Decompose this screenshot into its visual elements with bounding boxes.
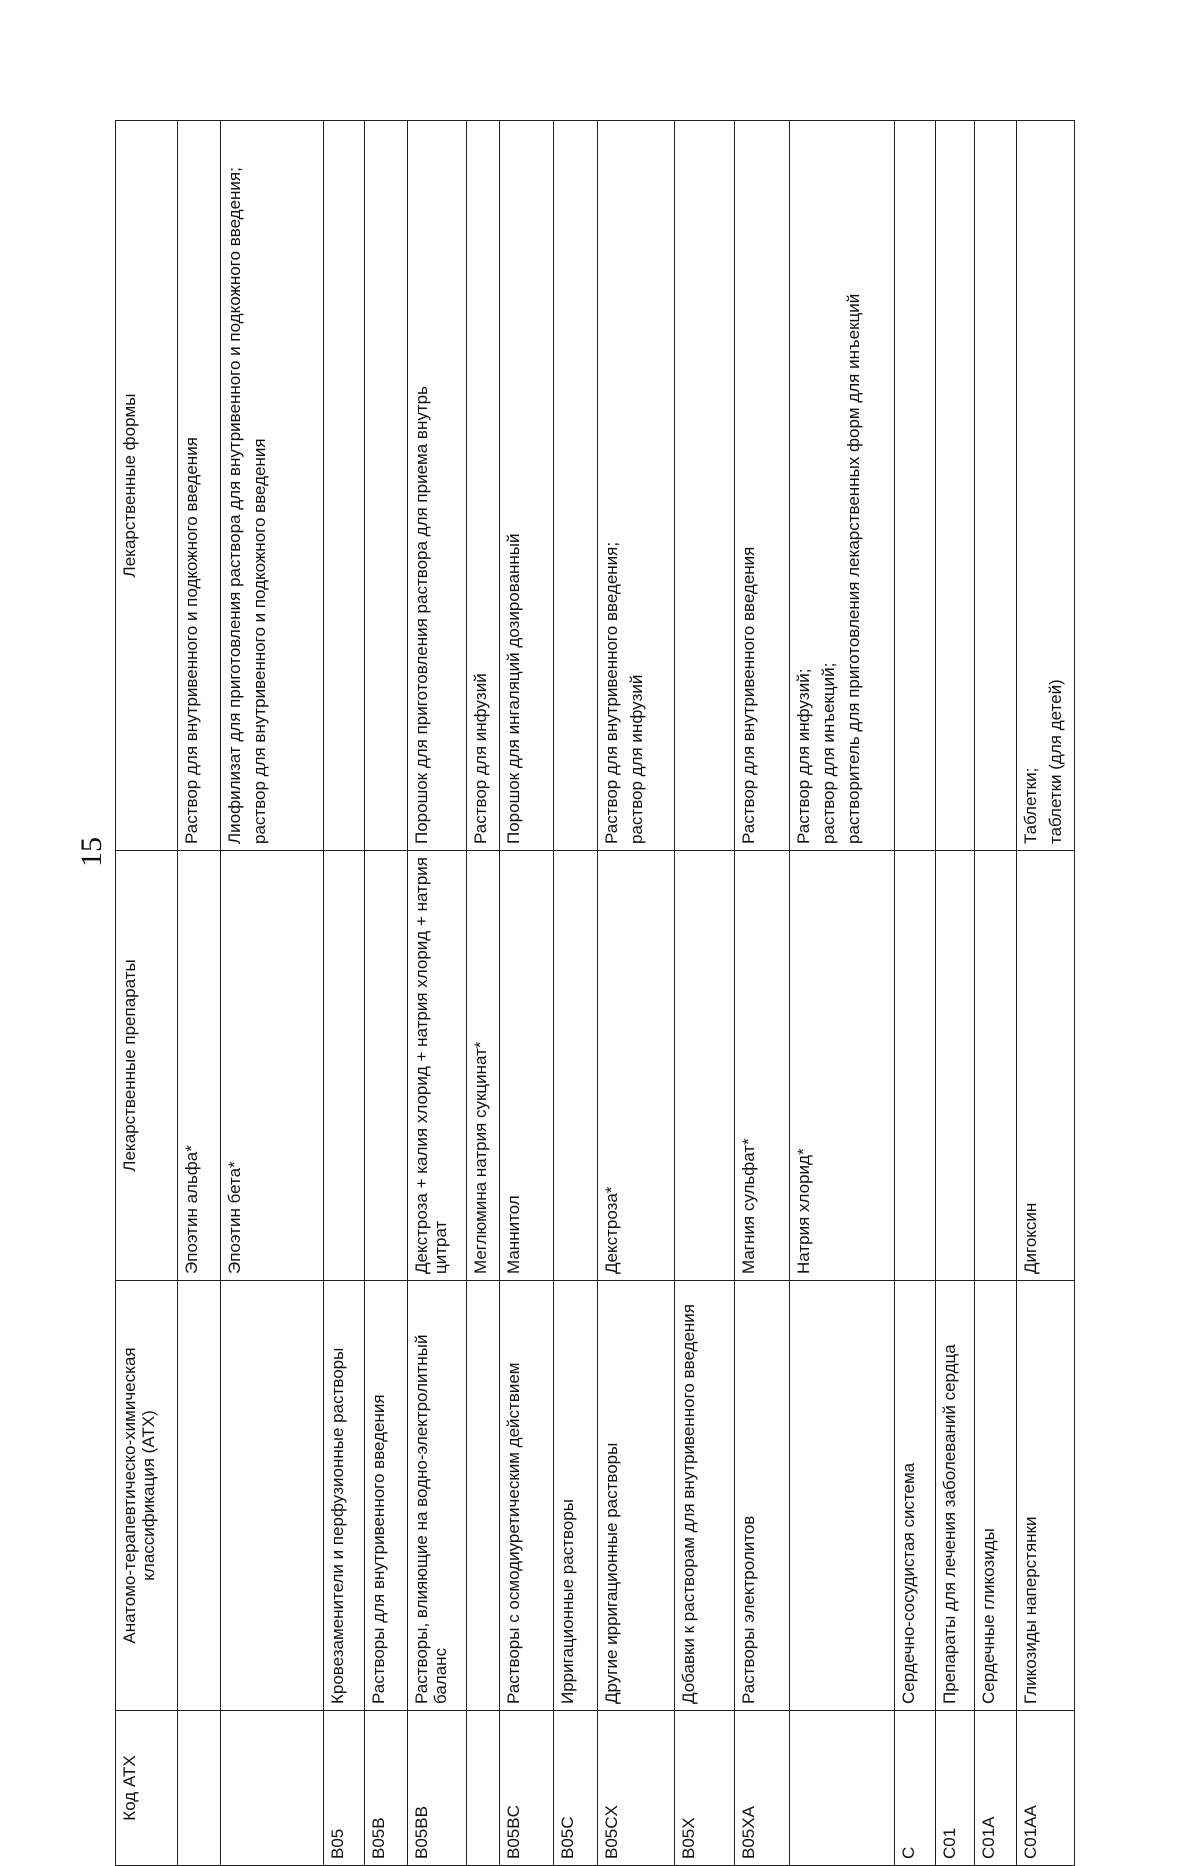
atc-code-cell: B05BB: [407, 1711, 466, 1866]
dosage-form-line: Раствор для внутривенного и подкожного введения: [182, 437, 201, 844]
classification-cell: Растворы электролитов: [735, 1281, 790, 1711]
dosage-form-line: Раствор для инфузий;: [794, 668, 814, 844]
drug-name-cell: Эпоэтин бета*: [220, 851, 323, 1281]
table-row: [735, 121, 790, 1866]
dosage-forms-cell: [1016, 121, 1074, 851]
table-row: [894, 121, 936, 1866]
drug-name-cell: [324, 851, 365, 1281]
drug-name-cell: Эпоэтин альфа*: [178, 851, 221, 1281]
dosage-form-line: Таблетки;: [1020, 767, 1040, 844]
table-row: [1016, 121, 1074, 1866]
table-row: [674, 121, 734, 1866]
dosage-form-line: раствор для внутривенного и подкожного введения: [249, 438, 269, 844]
atc-code-cell: B05XA: [735, 1711, 790, 1866]
dosage-form-line: Порошок для ингаляций дозированный: [504, 533, 523, 844]
classification-cell: Растворы с осмодиуретическим действием: [500, 1281, 554, 1711]
classification-cell: Сердечные гликозиды: [974, 1281, 1016, 1711]
dosage-form-line: растворитель для приготовления лекарственных форм для инъекций: [844, 293, 864, 844]
classification-cell: Другие ирригационные растворы: [597, 1281, 674, 1711]
page-number: 15: [75, 837, 108, 867]
drug-name-cell: [553, 851, 597, 1281]
dosage-forms-cell: [597, 121, 674, 851]
table-row: [407, 121, 466, 1866]
dosage-forms-cell: [974, 121, 1016, 851]
dosage-form-line: Раствор для внутривенного введения: [739, 546, 759, 844]
atc-code-cell: B05C: [553, 1711, 597, 1866]
classification-cell: Препараты для лечения заболеваний сердца: [936, 1281, 974, 1711]
classification-cell: Сердечно-сосудистая система: [894, 1281, 936, 1711]
classification-cell: [467, 1281, 500, 1711]
atc-code-cell: [178, 1711, 221, 1866]
table-row: [220, 121, 323, 1866]
classification-cell: Добавки к растворам для внутривенного введения: [674, 1281, 734, 1711]
drug-name-cell: [974, 851, 1016, 1281]
dosage-forms-cell: [553, 121, 597, 851]
atc-code-cell: [467, 1711, 500, 1866]
rotated-table-container: [115, 121, 1075, 1866]
dosage-forms-cell: [364, 121, 407, 851]
dosage-forms-cell: [894, 121, 936, 851]
header-classification: Анатомо-терапевтическо-химическая классификация (АТХ): [116, 1281, 178, 1711]
atc-code-cell: B05B: [364, 1711, 407, 1866]
drug-name-cell: Меглюмина натрия сукцинат*: [467, 851, 500, 1281]
dosage-forms-cell: [178, 121, 221, 851]
header-forms: Лекарственные формы: [116, 121, 178, 851]
atc-code-cell: C01AA: [1016, 1711, 1074, 1866]
classification-cell: Растворы, влияющие на водно-электролитный баланс: [407, 1281, 466, 1711]
dosage-form-line: Порошок для приготовления раствора для приема внутрь: [411, 386, 431, 844]
classification-cell: Гликозиды наперстянки: [1016, 1281, 1074, 1711]
dosage-form-line: таблетки (для детей): [1045, 679, 1065, 844]
table-row: [974, 121, 1016, 1866]
classification-cell: [178, 1281, 221, 1711]
dosage-forms-cell: [936, 121, 974, 851]
table-header-row: [116, 121, 178, 1866]
dosage-form-line: Лиофилизат для приготовления раствора для внутривенного и подкожного введения;: [224, 167, 244, 844]
header-code: Код АТХ: [116, 1711, 178, 1866]
atc-code-cell: B05BC: [500, 1711, 554, 1866]
atc-code-cell: [220, 1711, 323, 1866]
dosage-forms-cell: [674, 121, 734, 851]
drug-name-cell: [364, 851, 407, 1281]
dosage-forms-cell: [735, 121, 790, 851]
atc-code-cell: [790, 1711, 894, 1866]
drug-table: [115, 120, 1075, 1866]
atc-code-cell: B05X: [674, 1711, 734, 1866]
drug-name-cell: Маннитол: [500, 851, 554, 1281]
table-row: [467, 121, 500, 1866]
drug-name-cell: Дигоксин: [1016, 851, 1074, 1281]
atc-code-cell: C: [894, 1711, 936, 1866]
drug-name-cell: Магния сульфат*: [735, 851, 790, 1281]
drug-name-cell: Декстроза*: [597, 851, 674, 1281]
table-row: [936, 121, 974, 1866]
table-row: [324, 121, 365, 1866]
table-row: [364, 121, 407, 1866]
dosage-forms-cell: [467, 121, 500, 851]
table-row: [500, 121, 554, 1866]
dosage-forms-cell: [500, 121, 554, 851]
dosage-forms-cell: [324, 121, 365, 851]
classification-cell: Кровезаменители и перфузионные растворы: [324, 1281, 365, 1711]
atc-code-cell: C01: [936, 1711, 974, 1866]
dosage-forms-cell: [220, 121, 323, 851]
header-drugs: Лекарственные препараты: [116, 851, 178, 1281]
dosage-form-line: раствор для инфузий: [626, 674, 646, 844]
table-row: [178, 121, 221, 1866]
drug-name-cell: [894, 851, 936, 1281]
atc-code-cell: B05: [324, 1711, 365, 1866]
classification-cell: Ирригационные растворы: [553, 1281, 597, 1711]
drug-name-cell: Натрия хлорид*: [790, 851, 894, 1281]
dosage-form-line: Раствор для инфузий: [471, 673, 491, 844]
drug-name-cell: [674, 851, 734, 1281]
classification-cell: Растворы для внутривенного введения: [364, 1281, 407, 1711]
table-body: [178, 121, 1075, 1866]
drug-name-cell: Декстроза + калия хлорид + натрия хлорид + натрия цитрат: [407, 851, 466, 1281]
dosage-forms-cell: [407, 121, 466, 851]
dosage-forms-cell: [790, 121, 894, 851]
dosage-form-line: Раствор для внутривенного введения;: [601, 541, 621, 844]
table-row: [553, 121, 597, 1866]
classification-cell: [790, 1281, 894, 1711]
drug-name-cell: [936, 851, 974, 1281]
classification-cell: [220, 1281, 323, 1711]
table-row: [597, 121, 674, 1866]
table-row: [790, 121, 894, 1866]
atc-code-cell: C01A: [974, 1711, 1016, 1866]
dosage-form-line: раствор для инъекций;: [819, 662, 839, 844]
atc-code-cell: B05CX: [597, 1711, 674, 1866]
